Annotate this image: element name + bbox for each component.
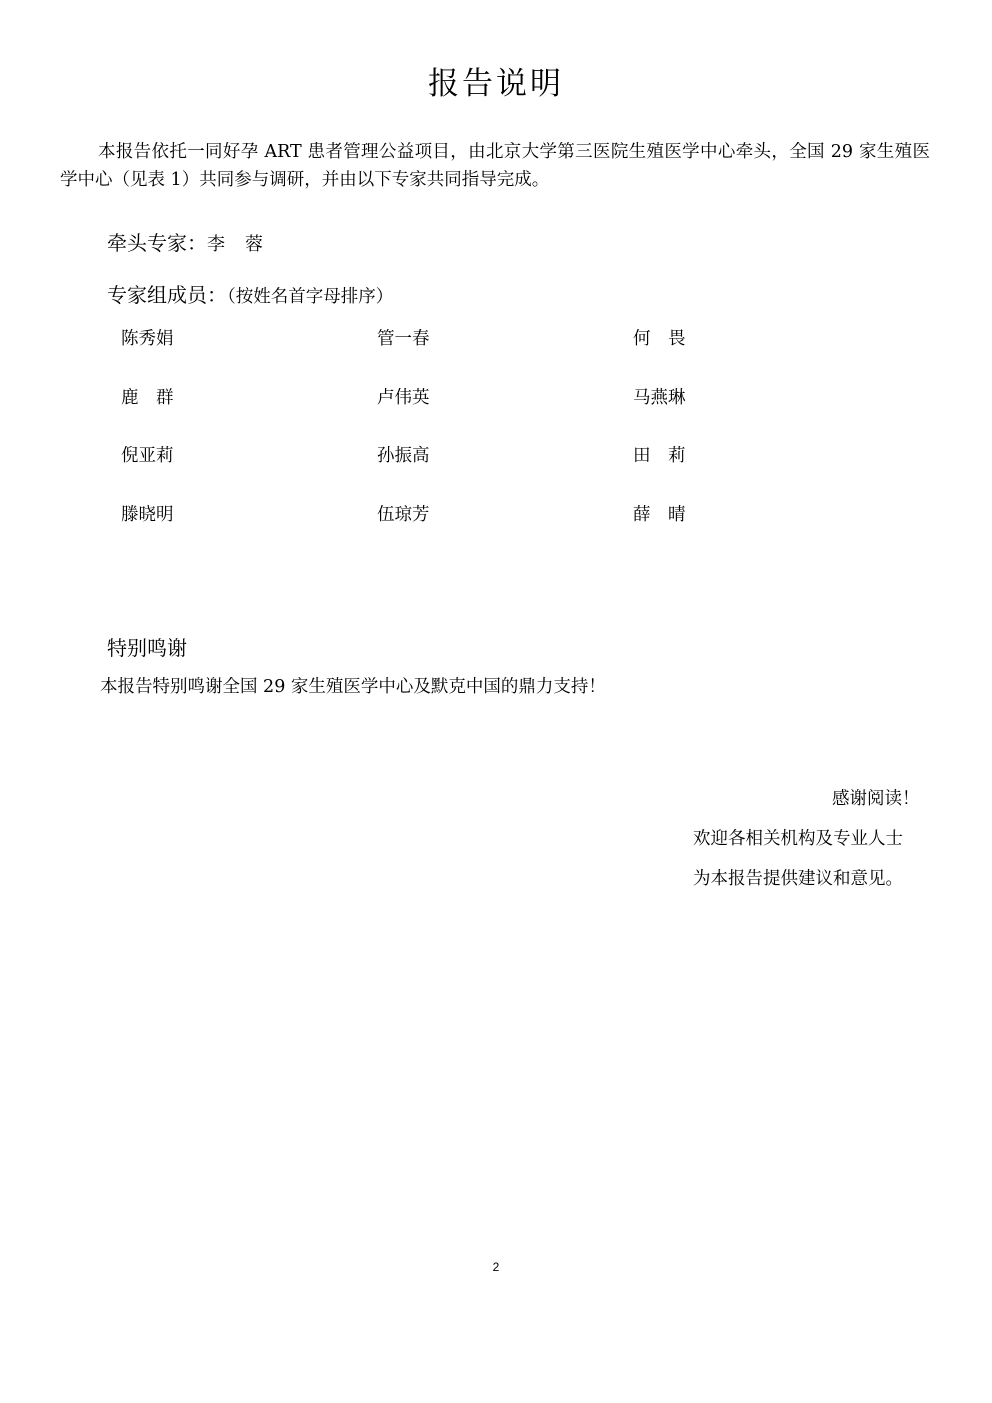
- expert-member: 鹿 群: [121, 388, 174, 408]
- expert-member: 何 畏: [633, 329, 686, 349]
- expert-group-heading: [107, 280, 393, 312]
- report-title: 报告说明: [428, 66, 564, 102]
- acknowledgement-title: 特别鸣谢: [107, 636, 187, 660]
- expert-member: 卢伟英: [377, 388, 430, 408]
- expert-member: 薛 晴: [633, 505, 686, 525]
- expert-member: 马燕琳: [633, 388, 686, 408]
- expert-group-label: 专家组成员：: [107, 283, 227, 307]
- acknowledgement-text: 本报告特别鸣谢全国 29 家生殖医学中心及默克中国的鼎力支持！: [100, 677, 606, 697]
- expert-group-note: （按姓名首字母排序）: [227, 287, 394, 307]
- expert-member: 滕晓明: [121, 505, 174, 525]
- lead-expert-name: 李 蓉: [207, 234, 264, 255]
- intro-paragraph: 本报告依托一同好孕 ART 患者管理公益项目，由北京大学第三医院生殖医学中心牵头，全国 29 家生殖医学中心（见表 1）共同参与调研，并由以下专家共同指导完成。: [60, 142, 930, 190]
- expert-member: 管一春: [377, 329, 430, 349]
- expert-member: 伍琼芳: [377, 505, 430, 525]
- closing-thanks: 感谢阅读！: [832, 789, 920, 809]
- expert-member: 田 莉: [633, 446, 686, 466]
- expert-member: 倪亚莉: [121, 446, 174, 466]
- closing-feedback: 为本报告提供建议和意见。: [693, 869, 903, 889]
- lead-expert-label: 牵头专家：: [107, 231, 207, 255]
- expert-member: 陈秀娟: [121, 329, 174, 349]
- page-number: 2: [492, 1260, 500, 1274]
- closing-welcome: 欢迎各相关机构及专业人士: [693, 829, 903, 849]
- lead-expert: [107, 228, 264, 260]
- expert-member: 孙振高: [377, 446, 430, 466]
